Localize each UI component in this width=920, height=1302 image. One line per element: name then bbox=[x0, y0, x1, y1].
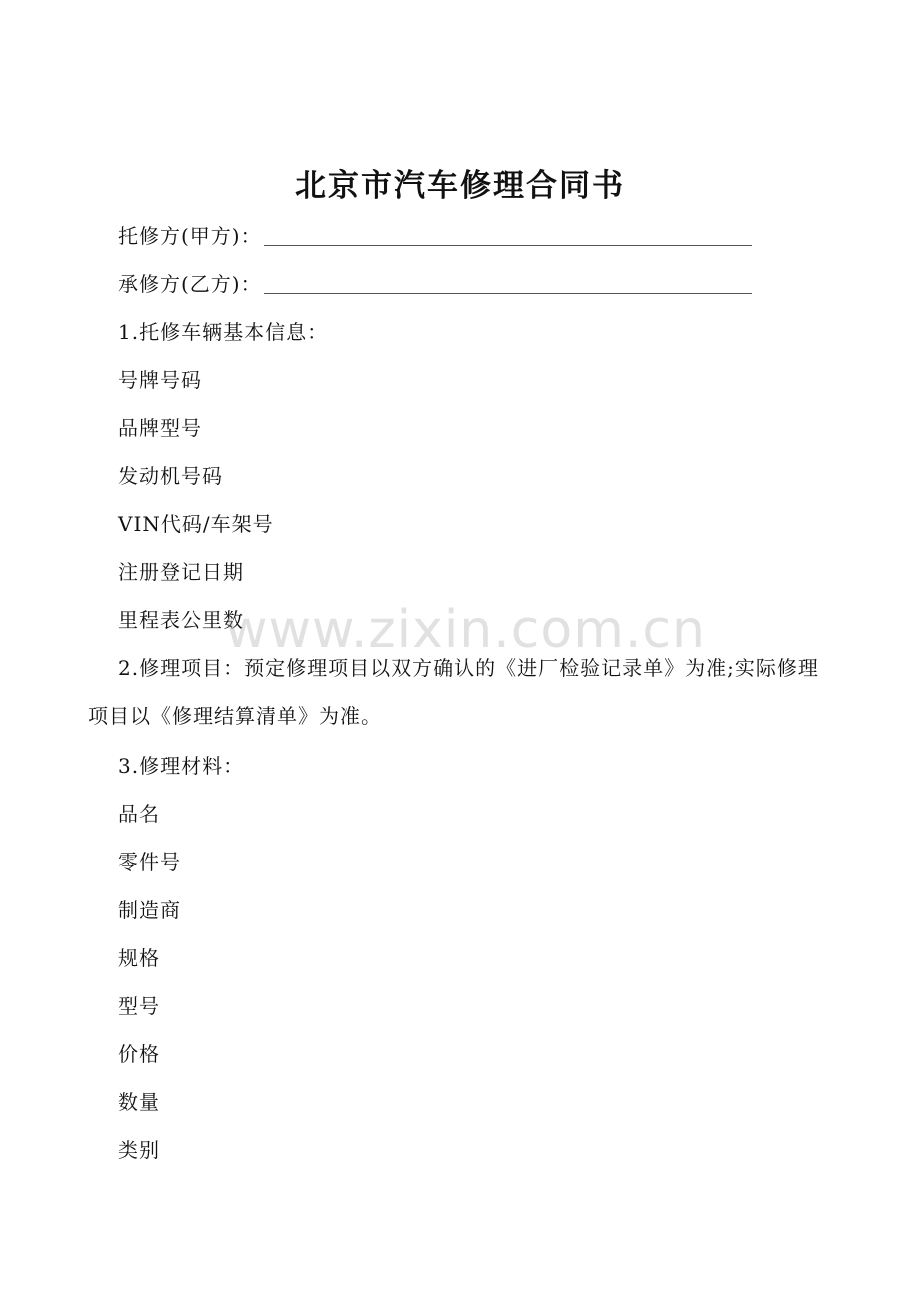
section1-item-registration-date: 注册登记日期 bbox=[118, 560, 244, 584]
section3-item-manufacturer: 制造商 bbox=[118, 898, 181, 922]
section3-item-price: 价格 bbox=[118, 1042, 160, 1066]
section2-paragraph: 2.修理项目：预定修理项目以双方确认的《进厂检验记录单》为准;实际修理项目以《修理结算清单》为准。 bbox=[88, 656, 819, 728]
section1-item-odometer: 里程表公里数 bbox=[118, 608, 244, 632]
section3-item-quantity: 数量 bbox=[118, 1090, 160, 1114]
section1-item-vin: VIN代码/车架号 bbox=[118, 512, 274, 536]
party-a-label: 托修方(甲方)： bbox=[118, 224, 262, 248]
section3-item-name: 品名 bbox=[118, 802, 160, 826]
section3-item-category: 类别 bbox=[118, 1138, 160, 1162]
watermark: www.zixin.com.cn bbox=[225, 600, 706, 660]
section1-item-engine-number: 发动机号码 bbox=[118, 464, 223, 488]
party-a-row bbox=[118, 222, 752, 250]
party-b-blank bbox=[264, 273, 752, 294]
section3-heading: 3.修理材料： bbox=[118, 754, 245, 778]
party-b-label: 承修方(乙方)： bbox=[118, 272, 262, 296]
section1-item-brand-model: 品牌型号 bbox=[118, 416, 202, 440]
section3-item-specification: 规格 bbox=[118, 946, 160, 970]
document-title: 北京市汽车修理合同书 bbox=[295, 168, 625, 204]
section3-item-part-number: 零件号 bbox=[118, 850, 181, 874]
section3-item-model: 型号 bbox=[118, 994, 160, 1018]
party-b-row bbox=[118, 270, 752, 298]
section1-heading: 1.托修车辆基本信息： bbox=[118, 320, 329, 344]
party-a-blank bbox=[264, 225, 752, 246]
section1-item-plate-number: 号牌号码 bbox=[118, 368, 202, 392]
